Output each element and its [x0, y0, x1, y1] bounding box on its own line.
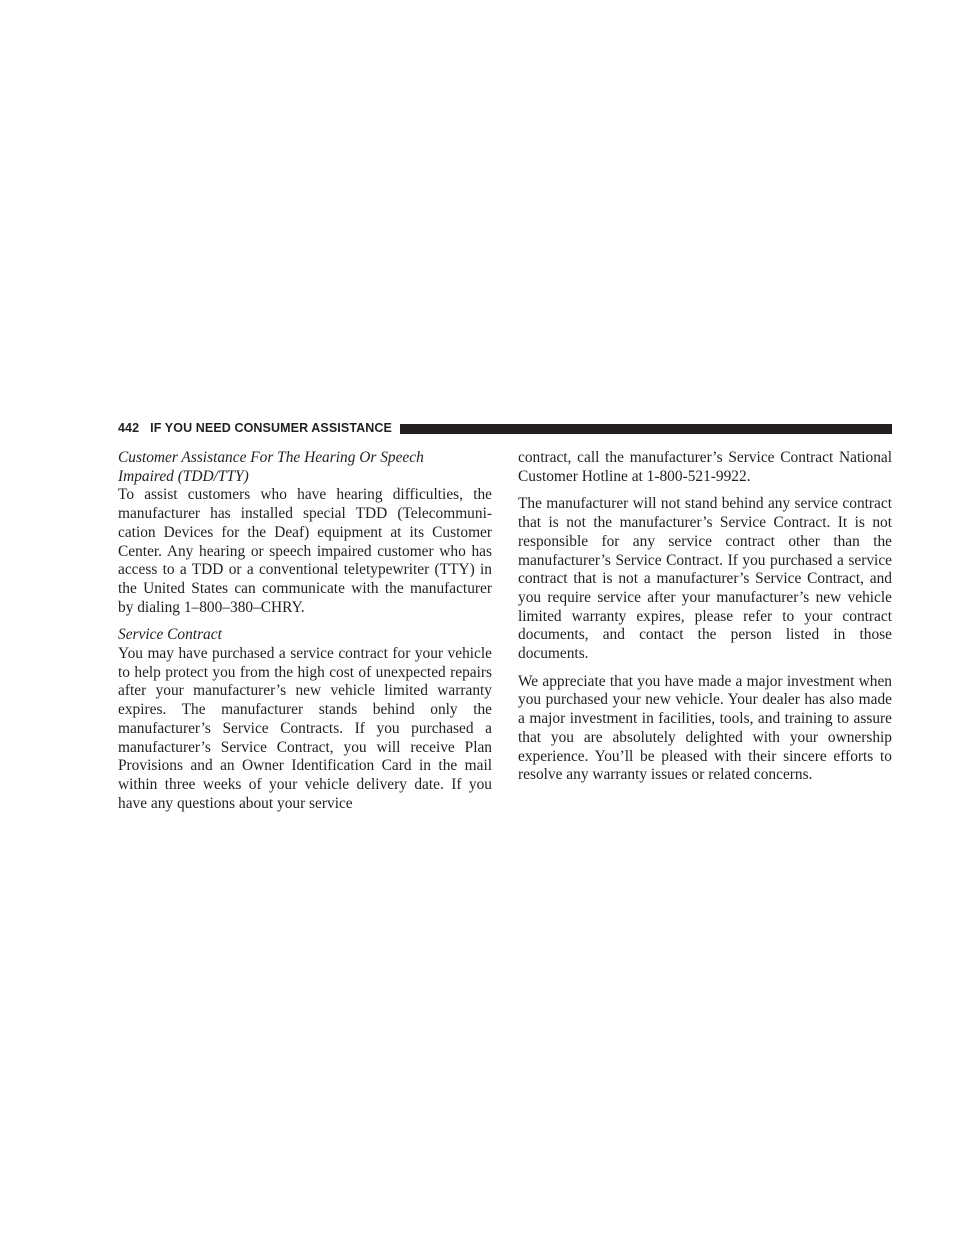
section-title: IF YOU NEED CONSUMER ASSISTANCE: [150, 421, 392, 435]
running-header: [118, 419, 892, 437]
header-rule: [400, 424, 892, 434]
paragraph-tdd-tty: To assist customers who have hearing difficulties, the manufacturer has installed special TDD (Telecommunication Devices for the Deaf) equipment at its Customer Center. Any hearing or speech impaired customer who has access to a TDD or a conventional teletypewriter (TTY) in the United States can communicate with the manufacturer by dialing 1–800–380–CHRY.: [118, 486, 492, 616]
paragraph-hotline: contract, call the manufacturer’s Service Contract National Customer Hotline at 1-800-521-9922.: [518, 449, 892, 485]
left-column: [118, 449, 492, 813]
page-number: 442: [118, 421, 140, 435]
right-column: [518, 449, 892, 785]
heading-tdd-tty-line1: Customer Assistance For The Hearing Or Speech: [118, 449, 424, 466]
paragraph-appreciation: We appreciate that you have made a major investment when you purchased your new vehicle. Your dealer has also made a major investment in facilities, tools, and training to assure that you are absolutely delighted with your ownership experience. You’ll be pleased with their sincere efforts to resolve any warranty issues or related concerns.: [518, 672, 892, 784]
paragraph-service-contract: You may have purchased a service contract for your vehicle to help protect you from the high cost of unexpected repairs after your manufacturer’s new vehicle limited warranty expires. The manufacturer stands behind only the manufacturer’s Service Contracts. If you purchased a manufacturer’s Service Contract, you will receive Plan Provisions and an Owner Identification Card in the mail within three weeks of your vehicle delivery date. If you have any questions about your service: [118, 645, 492, 812]
paragraph-not-responsible: The manufacturer will not stand behind any service contract that is not the manufacturer’s Service Contract. It is not responsible for any service contract other than the manufacturer’s Service Contract. If you purchased a service contract that is not a manufacturer’s Service Contract, and you require service after your manufacturer’s new vehicle limited warranty expires, please refer to your contract documents, and contact the person listed in those documents.: [518, 495, 892, 663]
heading-service-contract: Service Contract: [118, 626, 222, 644]
heading-tdd-tty-line2: Impaired (TDD/TTY): [118, 467, 249, 485]
heading-tdd-tty: [118, 449, 492, 486]
